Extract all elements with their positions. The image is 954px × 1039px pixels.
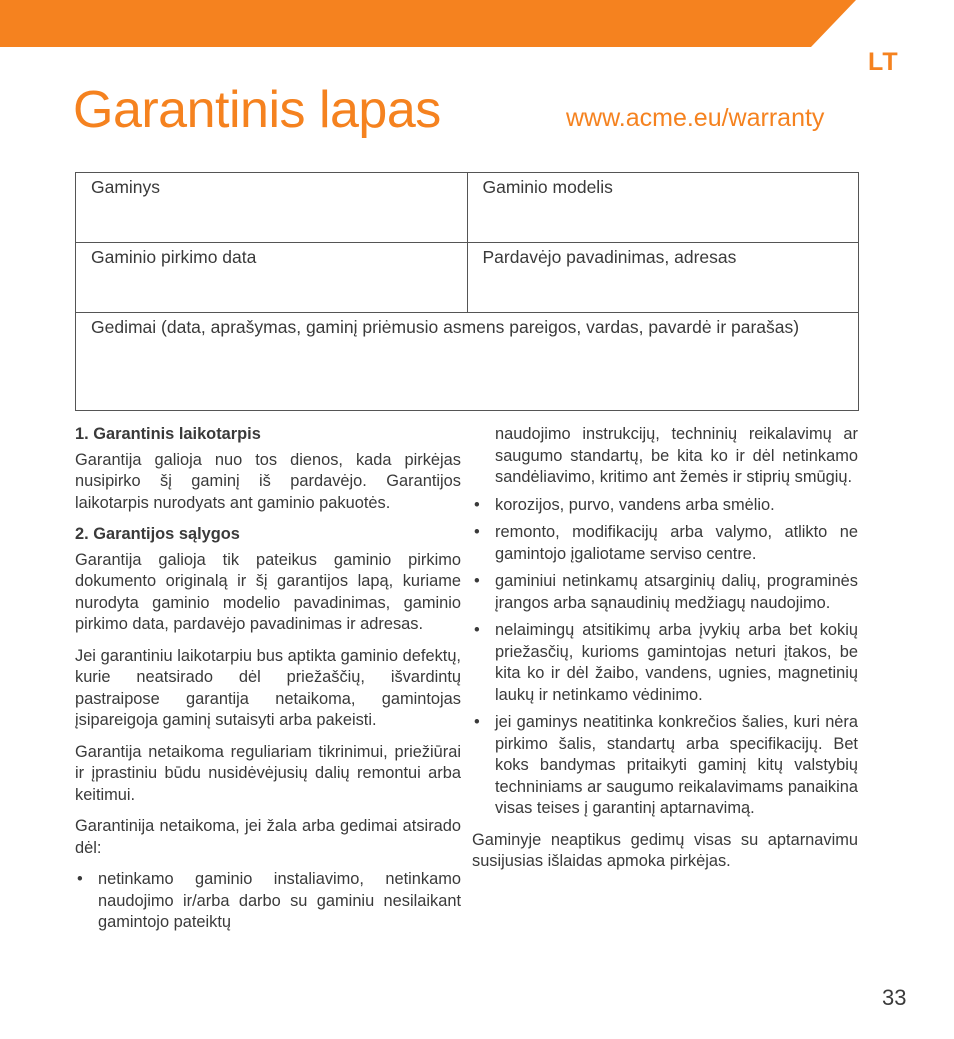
bullet-icon: • [474, 523, 480, 541]
list-item-text: jei gaminys neatitinka konkrečios šalies, kuri nėra pirkimo šalis, standartų arba specifikacijų. Bet koks bandymas pritaikyti gaminį kitų valstybių techniniams ar saugumo reikalavimams panaikina visas teises į garantinį aptarnavimą. [495, 713, 858, 817]
orange-header-bar [0, 0, 856, 47]
list-item [472, 495, 858, 517]
seller-field: Pardavėjo pavadinimas, adresas [467, 243, 859, 313]
list-item-text: gaminiui netinkamų atsarginių dalių, programinės įrangos arba sąnaudinių medžiagų naudojimo. [495, 572, 858, 612]
bullet-icon: • [474, 713, 480, 731]
bullet-icon: • [77, 870, 83, 888]
list-item-text: netinkamo gaminio instaliavimo, netinkamo naudojimo ir/arba darbo su gaminiu nesilaikant gamintojo pateiktų [98, 870, 461, 931]
purchase-date-field: Gaminio pirkimo data [76, 243, 468, 313]
final-paragraph: Gaminyje neaptikus gedimų visas su aptarnavimu susijusias išlaidas apmoka pirkėjas. [472, 830, 858, 870]
bullet-icon: • [474, 495, 480, 514]
list-item [75, 869, 461, 934]
paragraph: Garantija netaikoma reguliariam tikrinimui, priežiūrai ir įprastiniu būdu nusidėvėjusių dalių remontui arba keitimui. [75, 742, 461, 804]
section-heading: 1. Garantinis laikotarpis [75, 425, 261, 443]
page-title: Garantinis lapas [73, 81, 441, 139]
section-heading: 2. Garantijos sąlygos [75, 525, 240, 543]
list-item [472, 620, 858, 706]
list-item-text: remonto, modifikacijų arba valymo, atlikto ne gamintojo įgaliotame serviso centre. [495, 523, 858, 563]
right-column [472, 424, 858, 883]
exclusion-list [75, 869, 461, 934]
product-field: Gaminys [76, 173, 468, 243]
defects-field: Gedimai (data, aprašymas, gaminį priėmusio asmens pareigos, vardas, pavardė ir parašas) [76, 313, 859, 411]
page-number: 33 [882, 985, 907, 1010]
paragraph: Garantija galioja tik pateikus gaminio pirkimo dokumento originalą ir šį garantijos lapą, kuriame nurodyta gaminio modelio pavadinimas, gaminio pirkimo data, pardavėjo pavadinimas ir adresas. [75, 550, 461, 633]
list-item [472, 522, 858, 565]
paragraph: Garantija galioja nuo tos dienos, kada pirkėjas nusipirko šį gaminį iš pardavėjo. Garantijos laikotarpis nurodyats ant gaminio pakuotės. [75, 450, 461, 512]
list-item [472, 571, 858, 614]
bullet-icon: • [474, 572, 480, 590]
list-item [472, 712, 858, 820]
warranty-form-table [75, 172, 859, 411]
model-field: Gaminio modelis [467, 173, 859, 243]
list-item-text: korozijos, purvo, vandens arba smėlio. [495, 495, 775, 514]
left-column [75, 424, 461, 940]
exclusion-list-continued [472, 495, 858, 820]
paragraph: Jei garantiniu laikotarpiu bus aptikta gaminio defektų, kurie neatsirado dėl priežaščių, išvardintų pastraipose garantija netaikoma, gamintojas įsipareigoja gaminį sutaisyti arba pakeisti. [75, 646, 461, 729]
language-code: LT [868, 48, 899, 76]
list-item-text: nelaimingų atsitikimų arba įvykių arba bet kokių priežasčių, kurioms gamintojas neturi įtakos, be kita ko ir dėl žaibo, vandens, ugnies, magnetinių laukų ir netinkamo vėdinimo. [495, 621, 858, 704]
list-item-continuation: naudojimo instrukcijų, techninių reikalavimų ar saugumo standartų, be kita ko ir dėl netinkamo sandėliavimo, kritimo ant žemės ir stiprių smūgių. [495, 425, 858, 486]
bullet-icon: • [474, 621, 480, 639]
paragraph: Garantinija netaikoma, jei žala arba gedimai atsirado dėl: [75, 817, 461, 857]
warranty-url: www.acme.eu/warranty [566, 104, 825, 132]
